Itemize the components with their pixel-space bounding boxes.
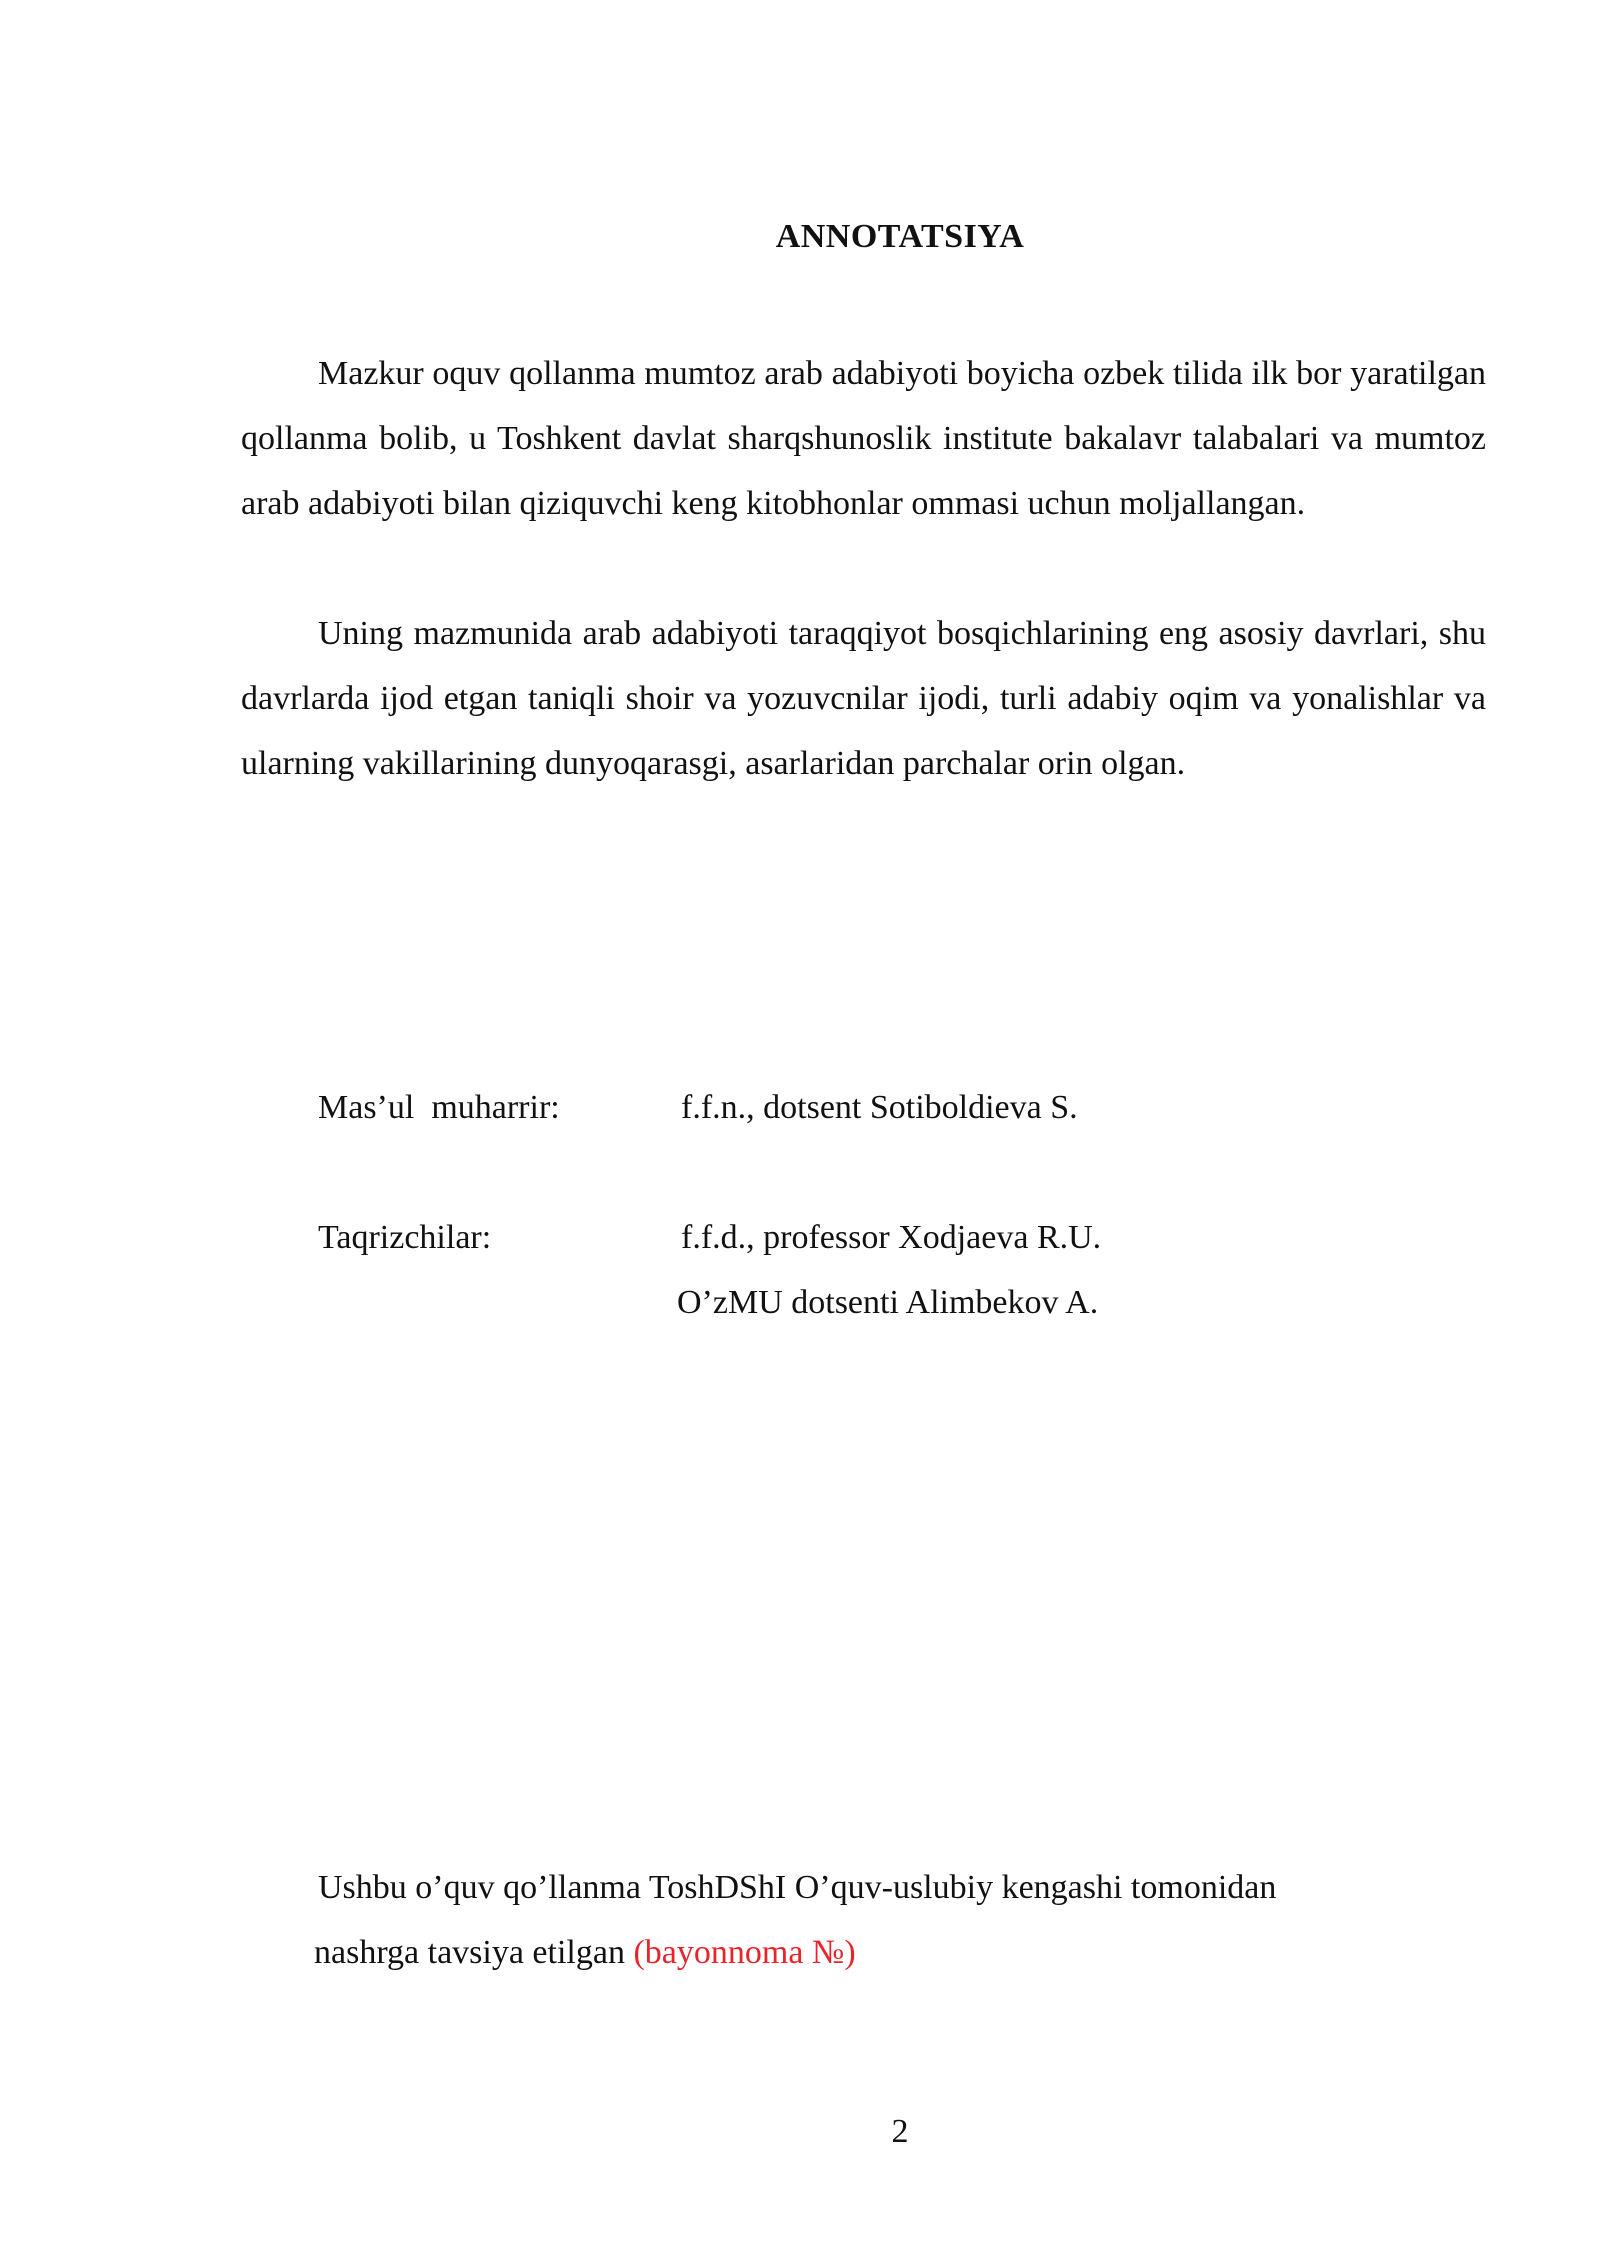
page-title: ANNOTATSIYA [775, 218, 1025, 255]
reviewers-label: Taqrizchilar: [318, 1219, 492, 1256]
approval-line-2 [314, 1920, 856, 1985]
approval-note: (bayonnoma №) [633, 1934, 856, 1971]
paragraph-text: Mazkur oquv qollanma mumtoz arab adabiyoti boyicha ozbek tilida ilk bor yaratilgan qollanma bolib, u Toshkent davlat sharqshunoslik institute bakalavr talabalari va mumtoz arab adabiyoti bilan qiziquvchi keng kitobhonlar ommasi uchun moljallangan. [241, 355, 1486, 522]
reviewer-1: f.f.d., professor Xodjaeva R.U. [681, 1219, 1102, 1256]
page-number: 2 [891, 2113, 909, 2150]
editor-label: Mas’ul muharrir: [318, 1089, 560, 1126]
annotation-paragraph-1 [241, 341, 1486, 536]
approval-text: nashrga tavsiya etilgan [314, 1934, 625, 1971]
approval-line-1: Ushbu o’quv qo’llanma ToshDShI O’quv-uslubiy kengashi tomonidan [318, 1869, 1277, 1906]
editor-value: f.f.n., dotsent Sotiboldieva S. [681, 1089, 1078, 1126]
paragraph-text: Uning mazmunida arab adabiyoti taraqqiyot bosqichlarining eng asosiy davrlari, shu davrlarda ijod etgan taniqli shoir va yozuvcnilar ijodi, turli adabiy oqim va yonalishlar va ularning vakillarining dunyoqarasgi, asarlaridan parchalar orin olgan. [241, 615, 1486, 782]
reviewer-2: O’zMU dotsenti Alimbekov A. [677, 1284, 1099, 1321]
annotation-paragraph-2 [241, 601, 1486, 796]
